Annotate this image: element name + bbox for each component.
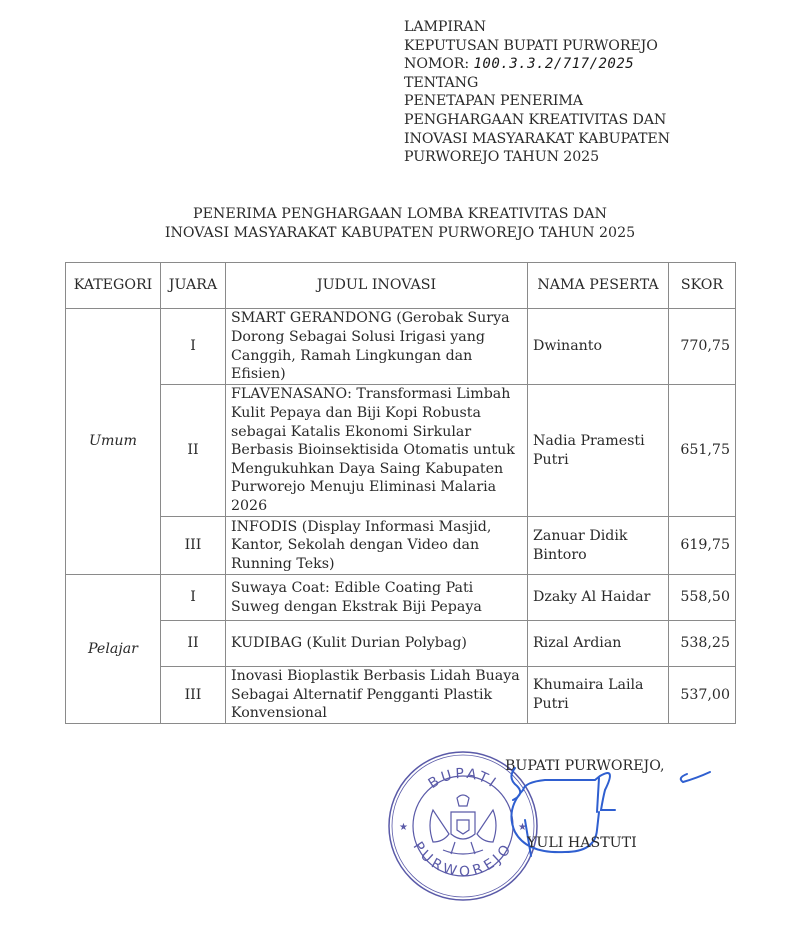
handwritten-signature (505, 760, 735, 870)
column-header-juara: JUARA (161, 263, 226, 309)
column-header-kategori: KATEGORI (66, 263, 161, 309)
seal-star-left: ★ (399, 822, 408, 833)
header-line: PURWOREJO TAHUN 2025 (404, 149, 599, 166)
seal-top-text: BUPATI (425, 765, 501, 793)
document-title (0, 205, 785, 243)
innovation-title-cell: KUDIBAG (Kulit Durian Polybag) (226, 621, 528, 667)
table-row (66, 309, 736, 385)
table-row (66, 385, 736, 517)
category-cell: Umum (66, 309, 161, 575)
header-line: PENETAPAN PENERIMA (404, 93, 583, 110)
decree-number-label: NOMOR: (404, 56, 470, 73)
score-cell: 619,75 (669, 517, 736, 575)
signatory-name: YULI HASTUTI (527, 835, 637, 851)
participant-name-cell: Nadia Pramesti Putri (528, 385, 669, 517)
rank-cell: I (161, 575, 226, 621)
header-line: INOVASI MASYARAKAT KABUPATEN (404, 130, 670, 147)
score-cell: 538,25 (669, 621, 736, 667)
table-row (66, 517, 736, 575)
seal-bottom-text: PURWOREJO (409, 839, 517, 881)
table-row (66, 621, 736, 667)
category-cell: Pelajar (66, 575, 161, 724)
innovation-title-cell: SMART GERANDONG (Gerobak Surya Dorong Sebagai Solusi Irigasi yang Canggih, Ramah Lingkungan dan Efisien) (226, 309, 528, 385)
rank-cell: I (161, 309, 226, 385)
header-line: TENTANG (404, 74, 479, 91)
header-line: LAMPIRAN (404, 19, 486, 35)
attachment-header (404, 18, 670, 167)
innovation-title-cell: FLAVENASANO: Transformasi Limbah Kulit Pepaya dan Biji Kopi Robusta sebagai Katalis Ekonomi Sirkular Berbasis Bioinsektisida Otomatis untuk Mengukuhkan Daya Saing Kabupaten Purworejo Menuju Eliminasi Malaria 2026 (226, 385, 528, 517)
rank-cell: II (161, 621, 226, 667)
title-line-2: INOVASI MASYARAKAT KABUPATEN PURWOREJO TAHUN 2025 (164, 225, 636, 241)
decree-number (404, 55, 670, 74)
innovation-title-cell: Inovasi Bioplastik Berbasis Lidah Buaya Sebagai Alternatif Pengganti Plastik Konvensional (226, 667, 528, 724)
innovation-title-cell: Suwaya Coat: Edible Coating Pati Suweg dengan Ekstrak Biji Pepaya (226, 575, 528, 621)
table-row (66, 667, 736, 724)
score-cell: 651,75 (669, 385, 736, 517)
participant-name-cell: Khumaira Laila Putri (528, 667, 669, 724)
column-header-nama: NAMA PESERTA (528, 263, 669, 309)
table-header-row (66, 263, 736, 309)
decree-number-value: 100.3.3.2/717/2025 (473, 56, 635, 73)
header-line: KEPUTUSAN BUPATI PURWOREJO (404, 37, 658, 54)
table-row (66, 575, 736, 621)
participant-name-cell: Dwinanto (528, 309, 669, 385)
score-cell: 558,50 (669, 575, 736, 621)
garuda-emblem-icon (430, 795, 496, 854)
participant-name-cell: Zanuar Didik Bintoro (528, 517, 669, 575)
column-header-judul: JUDUL INOVASI (226, 263, 528, 309)
score-cell: 770,75 (669, 309, 736, 385)
innovation-title-cell: INFODIS (Display Informasi Masjid, Kantor, Sekolah dengan Video dan Running Teks) (226, 517, 528, 575)
participant-name-cell: Dzaky Al Haidar (528, 575, 669, 621)
seal-star-right: ★ (518, 822, 527, 833)
signatory-title: BUPATI PURWOREJO, (505, 758, 665, 774)
participant-name-cell: Rizal Ardian (528, 621, 669, 667)
column-header-skor: SKOR (669, 263, 736, 309)
rank-cell: II (161, 385, 226, 517)
rank-cell: III (161, 517, 226, 575)
rank-cell: III (161, 667, 226, 724)
results-table (65, 262, 736, 724)
title-line-1: PENERIMA PENGHARGAAN LOMBA KREATIVITAS DAN (193, 206, 607, 222)
score-cell: 537,00 (669, 667, 736, 724)
header-line: PENGHARGAAN KREATIVITAS DAN (404, 111, 667, 128)
